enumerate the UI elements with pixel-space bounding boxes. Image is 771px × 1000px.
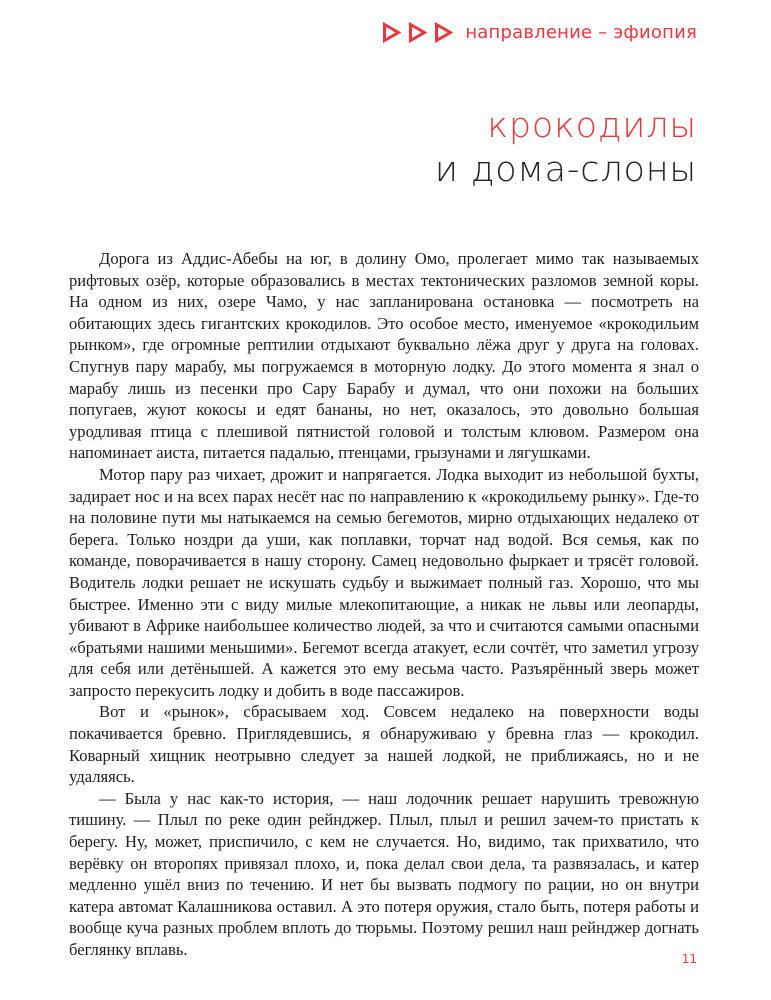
play-arrow-icon [408,22,427,43]
article-title [435,104,697,192]
section-header [382,20,697,44]
play-arrow-icon [434,22,453,43]
title-line-2: и дома-слоны [434,150,697,190]
title-line-1: крокодилы [487,106,697,146]
paragraph: — Была у нас как-то история, — наш лодочник решает нарушить тревожную тишину. — Плыл по реке один рейнджер. Плыл, плыл и решил зачем-то пристать к берегу. Ну, может, приспичило, с кем не случается. Но, видимо, так прихватило, что верёвку он второпях привязал плохо, и, пока делал свои дела, та развязалась, и катер медленно ушёл вниз по течению. И нет бы вызвать подмогу по рации, но он внутри катера автомат Калашникова оставил. А это потеря оружия, стало быть, потеря работы и вообще куча разных проблем вплоть до тюрьмы. Поэтому решил наш рейнджер догнать беглянку вплавь. [69,788,699,959]
article-body [69,248,699,961]
paragraph: Мотор пару раз чихает, дрожит и напрягается. Лодка выходит из небольшой бухты, задирает нос и на всех парах несёт нас по направлению к «крокодильему рынку». Где-то на половине пути мы натыкаемся на семью бегемотов, мирно отдыхающих недалеко от берега. Только ноздри да уши, как поплавки, торчат над водой. Вся семья, как по команде, поворачивается в нашу сторону. Самец недовольно фыркает и трясёт головой. Водитель лодки решает не искушать судьбу и выжимает полный газ. Хорошо, что мы быстрее. Именно эти с виду милые млекопитающие, а никак не львы или леопарды, убивают в Африке наибольшее количество людей, за что и считаются самыми опасными «братьями нашими меньшими». Бегемот всегда атакует, если сочтёт, что заметил угрозу для себя или детёнышей. А кажется это ему весьма часто. Разъярённый зверь может запросто перекусить лодку и добить в воде пассажиров. [69,464,699,700]
paragraph: Вот и «рынок», сбрасываем ход. Совсем недалеко на поверхности воды покачивается бревно. Приглядевшись, я обнаруживаю у бревна глаз — крокодил. Коварный хищник неотрывно следует за нашей лодкой, не приближаясь, но и не удаляясь. [69,702,699,787]
page-number: 11 [681,952,697,966]
paragraph: Дорога из Аддис-Абебы на юг, в долину Омо, пролегает мимо так называемых рифтовых озёр, которые образовались в местах тектонических разломов земной коры. На одном из них, озере Чамо, у нас запланирована остановка — посмотреть на обитающих здесь гигантских крокодилов. Это особое место, именуемое «крокодильим рынком», где огромные рептилии отдыхают буквально лёжа друг у друга на головах. Спугнув пару марабу, мы погружаемся в моторную лодку. До этого момента я знал о марабу лишь из песенки про Сару Барабу и думал, что они похожи на больших попугаев, жуют кокосы и едят бананы, но нет, оказалось, это довольно большая уродливая птица с плешивой пятнистой головой и толстым клювом. Размером она напоминает аиста, питается падалью, птенцами, грызунами и лягушками. [69,249,699,463]
arrow-icons [382,22,453,43]
section-label: направление – эфиопия [465,21,697,43]
play-arrow-icon [382,22,401,43]
